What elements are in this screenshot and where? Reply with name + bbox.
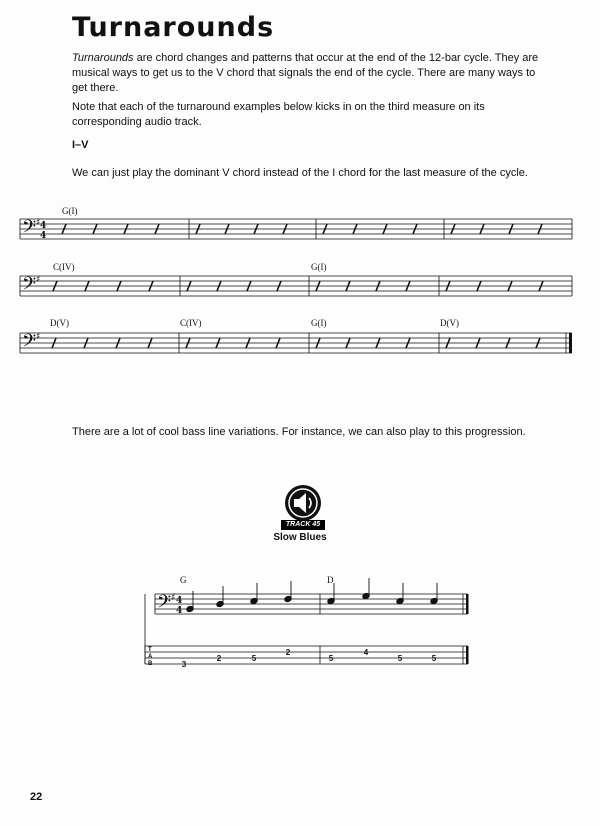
svg-text:♯: ♯ — [171, 593, 176, 603]
svg-text:♯: ♯ — [36, 218, 41, 228]
section-heading: I–V — [72, 139, 89, 151]
svg-text:A: A — [148, 654, 153, 660]
staff-system-1 — [20, 219, 572, 239]
staff-system-2 — [20, 276, 572, 296]
tab-fret-number: 2 — [285, 648, 291, 657]
svg-text:♯: ♯ — [36, 332, 41, 342]
svg-text:4: 4 — [40, 221, 47, 231]
track-title: Slow Blues — [273, 532, 327, 543]
chord-symbol: D(V) — [440, 318, 459, 328]
bass-clef-icon: 𝄢 — [22, 331, 37, 356]
example-notes — [186, 578, 438, 613]
svg-text:4: 4 — [176, 596, 183, 606]
tab-fret-number: 5 — [397, 654, 403, 663]
svg-text:4: 4 — [40, 231, 47, 241]
example-staff — [155, 594, 468, 614]
tab-fret-number: 4 — [363, 648, 369, 657]
page-title: Turnarounds — [72, 12, 275, 43]
speaker-icon — [285, 485, 321, 521]
tab-fret-number: 5 — [431, 654, 437, 663]
tab-fret-number: 2 — [216, 654, 222, 663]
svg-text:♯: ♯ — [36, 275, 41, 285]
variations-paragraph: There are a lot of cool bass line variations. For instance, we can also play to this progression. — [72, 426, 526, 438]
tab-fret-number: 3 — [181, 660, 187, 669]
chord-symbol: G(I) — [62, 206, 78, 216]
page-number: 22 — [30, 791, 43, 803]
chord-symbol: G — [180, 575, 187, 585]
tab-clef-icon — [148, 647, 153, 667]
chord-symbol: C(IV) — [180, 318, 202, 328]
intro-text: are chord changes and patterns that occur at the end of the 12-bar cycle. They are musical ways to get us to the V chord that signals the end of the cycle. There are many ways to get there. — [72, 52, 539, 94]
chord-symbol: D — [327, 575, 334, 585]
tab-fret-number: 5 — [251, 654, 257, 663]
bass-clef-icon: 𝄢 — [157, 592, 172, 617]
tab-fret-number: 5 — [328, 654, 334, 663]
intro-italic-term: Turnarounds — [72, 52, 134, 64]
description-paragraph: We can just play the dominant V chord instead of the I chord for the last measure of the cycle. — [72, 167, 528, 179]
staff-system-3 — [20, 333, 572, 353]
chord-symbol: C(IV) — [53, 262, 75, 272]
bass-clef-icon: 𝄢 — [22, 274, 37, 299]
chord-symbol: G(I) — [311, 318, 327, 328]
svg-text:4: 4 — [176, 606, 183, 616]
svg-text:B: B — [148, 661, 153, 667]
chord-symbol: G(I) — [311, 262, 327, 272]
chord-symbol: D(V) — [50, 318, 69, 328]
bass-clef-icon: 𝄢 — [22, 217, 37, 242]
note-paragraph: Note that each of the turnaround examples below kicks in on the third measure on its corresponding audio track. — [72, 101, 485, 128]
svg-text:T: T — [148, 647, 152, 653]
track-badge: TRACK 45 — [281, 520, 325, 530]
